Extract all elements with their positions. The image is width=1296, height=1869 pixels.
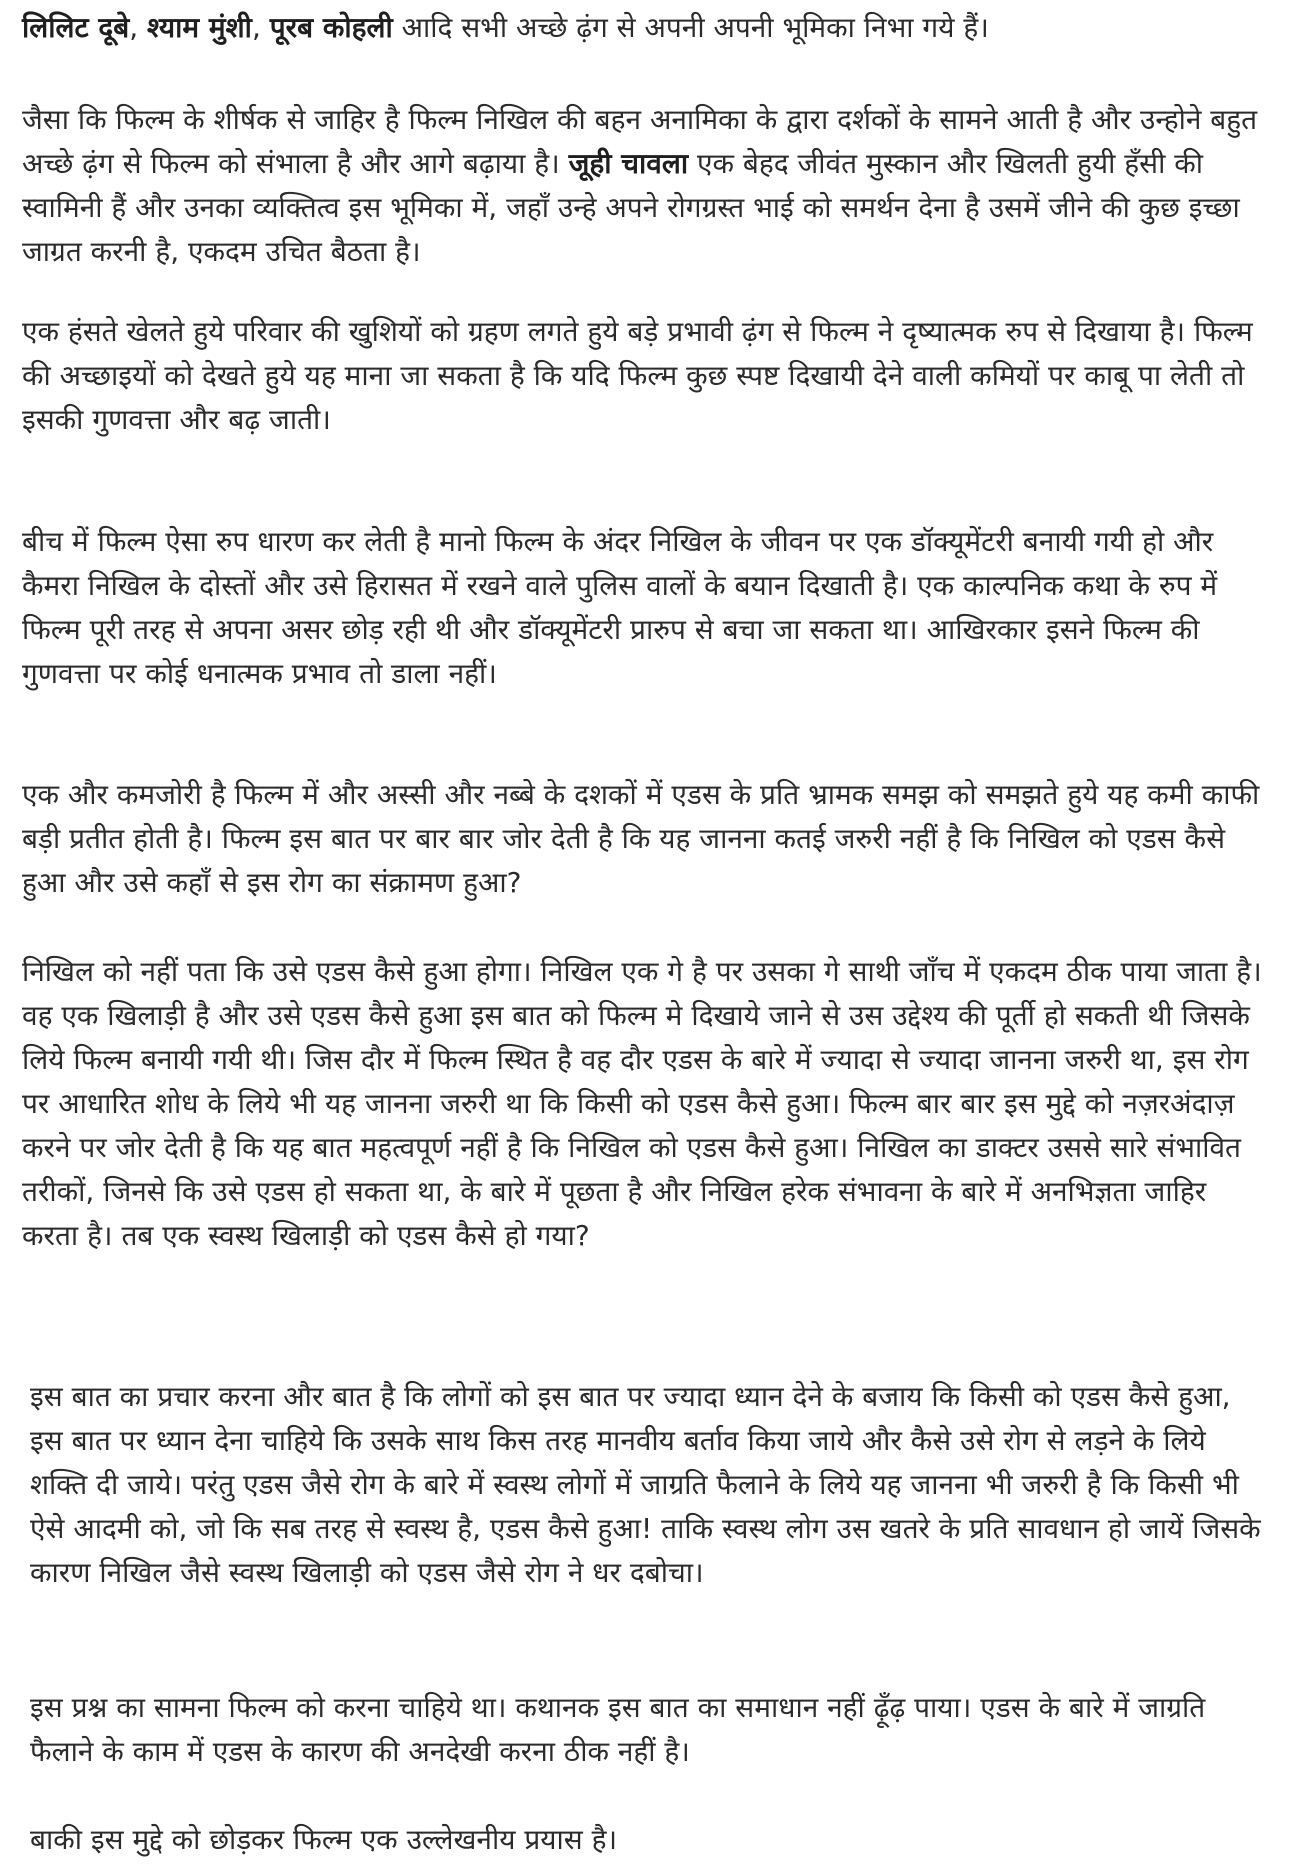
name-separator: , <box>251 11 270 44</box>
paragraph-awareness: इस बात का प्रचार करना और बात है कि लोगों को इस बात पर ज्यादा ध्यान देने के बजाय कि किसी को एडस कैसे हुआ, इस बात पर ध्यान देना चाहिये कि उसके साथ किस तरह मानवीय बर्ताव किया जाये और कैसे उसे रोग से लड़ने के लिये शक्ति दी जाये। परंतु एडस जैसे रोग के बारे में स्वस्थ लोगों में जाग्रति फैलाने के लिये यह जानना भी जरुरी है कि किसी भी ऐसे आदमी को, जो कि सब तरह से स्वस्थ है, एडस कैसे हुआ! ताकि स्वस्थ लोग उस खतरे के प्रति सावधान हो जायें जिसके कारण निखिल जैसे स्वस्थ खिलाड़ी को एडस जैसे रोग ने धर दबोचा। <box>30 1380 1261 1589</box>
paragraph-text: जैसा कि फिल्म के शीर्षक से जाहिर है फिल्म निखिल की बहन अनामिका के द्वारा दर्शकों के सामने आती है और उन्होने बहुत अच्छे ढ़ंग से फिल्म को संभाला है और आगे बढ़ाया है। <box>22 103 1258 180</box>
paragraph-nikhil: निखिल को नहीं पता कि उसे एडस कैसे हुआ होगा। निखिल एक गे है पर उसका गे साथी जाँच में एकदम ठीक पाया जाता है। वह एक खिलाड़ी है और उसे एडस कैसे हुआ इस बात को फिल्म मे दिखाये जाने से उस उद्देश्य की पूर्ती हो सकती थी जिसके लिये फिल्म बनायी गयी थी। जिस दौर में फिल्म स्थित है वह दौर एडस के बारे में ज्यादा से ज्यादा जानना जरुरी था, इस रोग पर आधारित शोध के लिये भी यह जानना जरुरी था कि किसी को एडस कैसे हुआ। फिल्म बार बार इस मुद्दे को नज़रअंदाज़ करने पर जोर देती है कि यह बात महत्वपूर्ण नहीं है कि निखिल को एडस कैसे हुआ। निखिल का डाक्टर उससे सारे संभावित तरीकों, जिनसे कि उसे एडस हो सकता था, के बारे में पूछता है और निखिल हरेक संभावना के बारे में अनभिज्ञता जाहिर करता है। तब एक स्वस्थ खिलाड़ी को एडस कैसे हो गया? <box>22 955 1262 1252</box>
paragraph-text: एक बेहद जीवंत मुस्कान और खिलती हुयी हँसी की स्वामिनी हैं और उनका व्यक्तित्व इस भूमिका में, जहाँ उन्हे अपने रोगग्रस्त भाई को समर्थन देना है उसमें जीने की कुछ इच्छा जाग्रत करनी है, एकदम उचित बैठता है। <box>22 147 1240 268</box>
paragraph-text: आदि सभी अच्छे ढ़ंग से अपनी अपनी भूमिका निभा गये हैं। <box>392 11 989 44</box>
cast-name: पूरब कोहली <box>269 11 393 44</box>
paragraph-anamika <box>22 98 1267 274</box>
actor-name: जूही चावला <box>568 147 689 180</box>
name-separator: , <box>129 11 148 44</box>
paragraph-question: इस प्रश्न का सामना फिल्म को करना चाहिये था। कथानक इस बात का समाधान नहीं ढ़ूँढ़ पाया। एडस के बारे में जाग्रति फैलाने के काम में एडस के कारण की अनदेखी करना ठीक नहीं है। <box>30 1691 1206 1768</box>
paragraph-weakness: एक और कमजोरी है फिल्म में और अस्सी और नब्बे के दशकों में एडस के प्रति भ्रामक समझ को समझते हुये यह कमी काफी बड़ी प्रतीत होती है। फिल्म इस बात पर बार बार जोर देती है कि यह जानना कतई जरुरी नहीं है कि निखिल को एडस कैसे हुआ और उसे कहाँ से इस रोग का संक्रामण हुआ? <box>22 778 1260 899</box>
paragraph-cast <box>22 6 1267 50</box>
paragraph-conclusion: बाकी इस मुद्दे को छोड़कर फिल्म एक उल्लेखनीय प्रयास है। <box>30 1823 618 1856</box>
cast-name: लिलिट दूबे <box>22 11 130 44</box>
cast-name: श्याम मुंशी <box>147 11 252 44</box>
paragraph-family: एक हंसते खेलते हुये परिवार की खुशियों को ग्रहण लगते हुये बड़े प्रभावी ढ़ंग से फिल्म ने दृष्यात्मक रुप से दिखाया है। फिल्म की अच्छाइयों को देखते हुये यह माना जा सकता है कि यदि फिल्म कुछ स्पष्ट दिखायी देने वाली कमियों पर काबू पा लेती तो इसकी गुणवत्ता और बढ़ जाती। <box>22 315 1253 436</box>
paragraph-documentary: बीच में फिल्म ऐसा रुप धारण कर लेती है मानो फिल्म के अंदर निखिल के जीवन पर एक डॉक्यूमेंटरी बनायी गयी हो और कैमरा निखिल के दोस्तों और उसे हिरासत में रखने वाले पुलिस वालों के बयान दिखाती है। एक काल्पनिक कथा के रुप में फिल्म पूरी तरह से अपना असर छोड़ रही थी और डॉक्यूमेंटरी प्रारुप से बचा जा सकता था। आखिरकार इसने फिल्म की गुणवत्ता पर कोई धनात्मक प्रभाव तो डाला नहीं। <box>22 525 1218 690</box>
